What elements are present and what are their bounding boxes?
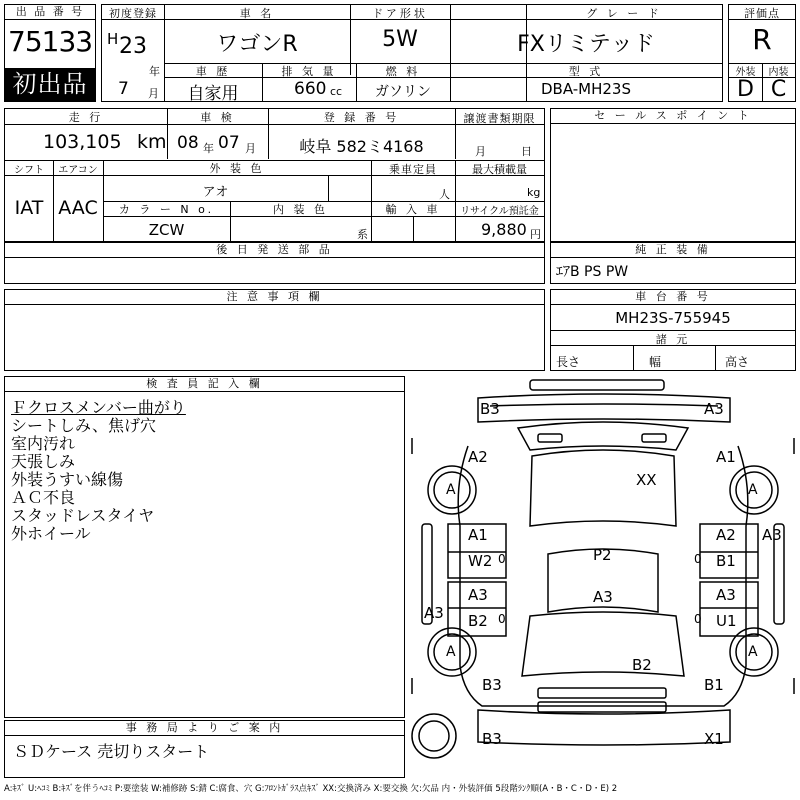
mark-a3-left-rear-door: A3 <box>468 586 488 604</box>
door-label: ドア形状 <box>372 7 428 20</box>
fuel-label: 燃 料 <box>385 65 421 78</box>
history-label: 車 歴 <box>195 65 231 78</box>
inspector-line-7: スタッドレスタイヤ <box>11 506 155 525</box>
inspector-line-8: 外ホイール <box>11 524 91 543</box>
mark-xx-roof: XX <box>636 471 657 489</box>
first-reg-label: 初度登録 <box>109 7 157 20</box>
mark-a3-far-left: A3 <box>424 604 444 622</box>
import-label: 輸 入 車 <box>385 203 441 216</box>
sales-points-label: セ ー ル ス ポ イ ン ト <box>551 109 795 124</box>
first-reg-month: 7 <box>118 79 129 99</box>
mark-zero-left-2: 0 <box>498 612 506 626</box>
mark-tire-front-right: A <box>748 482 758 498</box>
car-name-label: 車 名 <box>239 7 275 20</box>
grade-value: FXリミテッド <box>517 32 655 57</box>
equipment-label: 純 正 装 備 <box>551 243 795 258</box>
vehicle-header-box <box>101 4 723 102</box>
equipment-value: ｴｱB PS PW <box>556 264 629 280</box>
width-label: 幅 <box>649 355 662 369</box>
first-listing-badge: 初出品 <box>4 68 96 101</box>
int-score-label: 内装 <box>768 67 789 78</box>
capacity-label: 乗車定員 <box>389 163 437 176</box>
fuel-value: ガソリン <box>375 84 431 100</box>
mark-zero-left-1: 0 <box>498 552 506 566</box>
interior-color-unit: 系 <box>357 228 368 241</box>
notes-label: 注 意 事 項 欄 <box>5 290 544 305</box>
mark-a3-right-rear-door: A3 <box>716 586 736 604</box>
office-message: ＳＤケース 売切りスタート <box>13 742 210 761</box>
capacity-unit: 人 <box>439 188 450 201</box>
displacement-unit: cc <box>330 85 343 98</box>
sales-points-box <box>550 108 796 242</box>
equipment-box <box>550 242 796 284</box>
chassis-number: MH23S-755945 <box>615 309 731 327</box>
inspection-month-unit: 月 <box>245 142 256 155</box>
inspector-notes-label: 検 査 員 記 入 欄 <box>5 377 404 392</box>
inspector-line-6: ＡＣ不良 <box>11 488 76 507</box>
plate-number: 岐阜 582ミ4168 <box>299 137 424 156</box>
mark-u1-right-rear-door: U1 <box>716 612 737 630</box>
mark-a1-fender-right: A1 <box>716 448 736 466</box>
history-value: 自家用 <box>187 84 239 104</box>
model-value: DBA-MH23S <box>540 80 631 98</box>
displacement-value: 660 <box>294 79 327 99</box>
mark-b3-front-left: B3 <box>480 400 500 418</box>
mark-zero-right-2: 0 <box>694 612 702 626</box>
aircon-value: AAC <box>58 197 98 219</box>
inspection-label: 車 検 <box>200 111 235 124</box>
transfer-month-unit: 月 <box>475 145 486 158</box>
mark-b3-rear-left: B3 <box>482 676 502 694</box>
lot-number: 75133 <box>8 25 93 58</box>
first-reg-year: 23 <box>119 34 147 59</box>
mark-tire-front-left: A <box>446 482 456 498</box>
door-type: 5W <box>382 27 418 52</box>
color-no-label: カ ラ ー N o. <box>118 203 215 216</box>
max-load-unit: kg <box>527 186 541 199</box>
mark-tire-rear-right: A <box>748 644 758 660</box>
grade-label: グ レ ー ド <box>586 7 662 20</box>
mark-b3-rear-bumper: B3 <box>482 730 502 748</box>
vehicle-info-box <box>4 108 545 242</box>
score-label: 評価点 <box>744 7 780 20</box>
chassis-box <box>550 289 796 371</box>
inspection-year: 08 <box>177 133 199 153</box>
exterior-color-value: アオ <box>202 185 229 200</box>
mark-a2-right-door: A2 <box>716 526 736 544</box>
later-parts-box <box>4 242 545 284</box>
transfer-label: 譲渡書類期限 <box>463 112 536 125</box>
lot-box <box>4 4 96 102</box>
score-value: R <box>752 23 772 56</box>
length-label: 長さ <box>556 355 581 369</box>
mark-x1-rear-bumper: X1 <box>704 730 724 748</box>
inspector-notes-box <box>4 376 405 718</box>
displacement-label: 排 気 量 <box>281 65 337 78</box>
mileage-value: 103,105 <box>43 131 122 153</box>
first-reg-year-unit: 年 <box>149 65 160 78</box>
legend: A:ｷｽﾞ U:ﾍｺﾐ B:ｷｽﾞを伴うﾍｺﾐ P:要塗装 W:補修跡 S:錆 C:腐食、穴 G:ﾌﾛﾝﾄｶﾞﾗｽ点ｷｽﾞ XX:交換済み X:要交換 欠:欠品 内・外装評価 5段階ﾗﾝｸ順(A・B・C・D・E) 2 <box>4 784 618 794</box>
mark-a3-center: A3 <box>593 588 613 606</box>
later-parts-label: 後 日 発 送 部 品 <box>5 243 544 258</box>
mark-b1-right-door: B1 <box>716 552 736 570</box>
first-reg-month-unit: 月 <box>148 87 159 100</box>
max-load-label: 最大積載量 <box>472 163 527 176</box>
office-message-label: 事 務 局 よ り ご 案 内 <box>5 721 404 736</box>
shift-label: シフト <box>14 165 44 176</box>
notes-box <box>4 289 545 371</box>
dimensions-label: 諸 元 <box>655 333 691 346</box>
mark-b1-rear-right: B1 <box>704 676 724 694</box>
mark-a3-far-right: A3 <box>762 526 782 544</box>
inspector-line-1: Ｆクロスメンバー曲がり <box>11 398 186 417</box>
mark-zero-right-1: 0 <box>694 552 702 566</box>
height-label: 高さ <box>725 355 750 369</box>
inspection-year-unit: 年 <box>203 142 214 155</box>
mark-p2-roof: P2 <box>593 546 612 564</box>
int-score: C <box>770 77 787 102</box>
inspection-month: 07 <box>218 133 240 153</box>
first-reg-era: H <box>107 30 119 48</box>
mark-a1-left-door: A1 <box>468 526 488 544</box>
recycle-label: リサイクル預託金 <box>460 206 539 217</box>
mileage-unit: km <box>137 131 167 153</box>
lot-label: 出 品 番 号 <box>5 5 95 20</box>
mark-a2-fender-left: A2 <box>468 448 488 466</box>
office-message-box <box>4 720 405 778</box>
mark-tire-rear-left: A <box>446 644 456 660</box>
ext-score: D <box>737 77 754 102</box>
transfer-day-unit: 日 <box>521 145 532 158</box>
plate-label: 登 録 番 号 <box>323 111 400 124</box>
inspector-line-4: 天張しみ <box>11 452 76 471</box>
recycle-value: 9,880 <box>481 220 527 239</box>
chassis-label: 車 台 番 号 <box>551 290 795 305</box>
exterior-color-label: 外 装 色 <box>209 162 265 175</box>
car-name: ワゴンR <box>216 32 298 57</box>
color-no-value: ZCW <box>148 221 185 239</box>
car-outline-diagram <box>408 376 798 778</box>
interior-color-label: 内 装 色 <box>273 203 328 216</box>
mark-a3-front-right: A3 <box>704 400 724 418</box>
recycle-unit: 円 <box>530 228 541 241</box>
mileage-label: 走 行 <box>68 111 104 124</box>
shift-value: IAT <box>14 197 44 219</box>
mark-w2-left-door: W2 <box>468 552 493 570</box>
inspector-line-3: 室内汚れ <box>11 434 76 453</box>
inspector-line-2: シートしみ、焦げ穴 <box>11 416 156 435</box>
car-condition-diagram <box>408 376 798 778</box>
mark-b2-left-rear-door: B2 <box>468 612 488 630</box>
mark-b2-rear-center: B2 <box>632 656 652 674</box>
score-box <box>728 4 796 102</box>
ext-score-label: 外装 <box>735 67 756 78</box>
aircon-label: エアコン <box>58 165 98 176</box>
model-label: 型 式 <box>568 65 604 78</box>
inspector-line-5: 外装うすい線傷 <box>11 470 124 489</box>
